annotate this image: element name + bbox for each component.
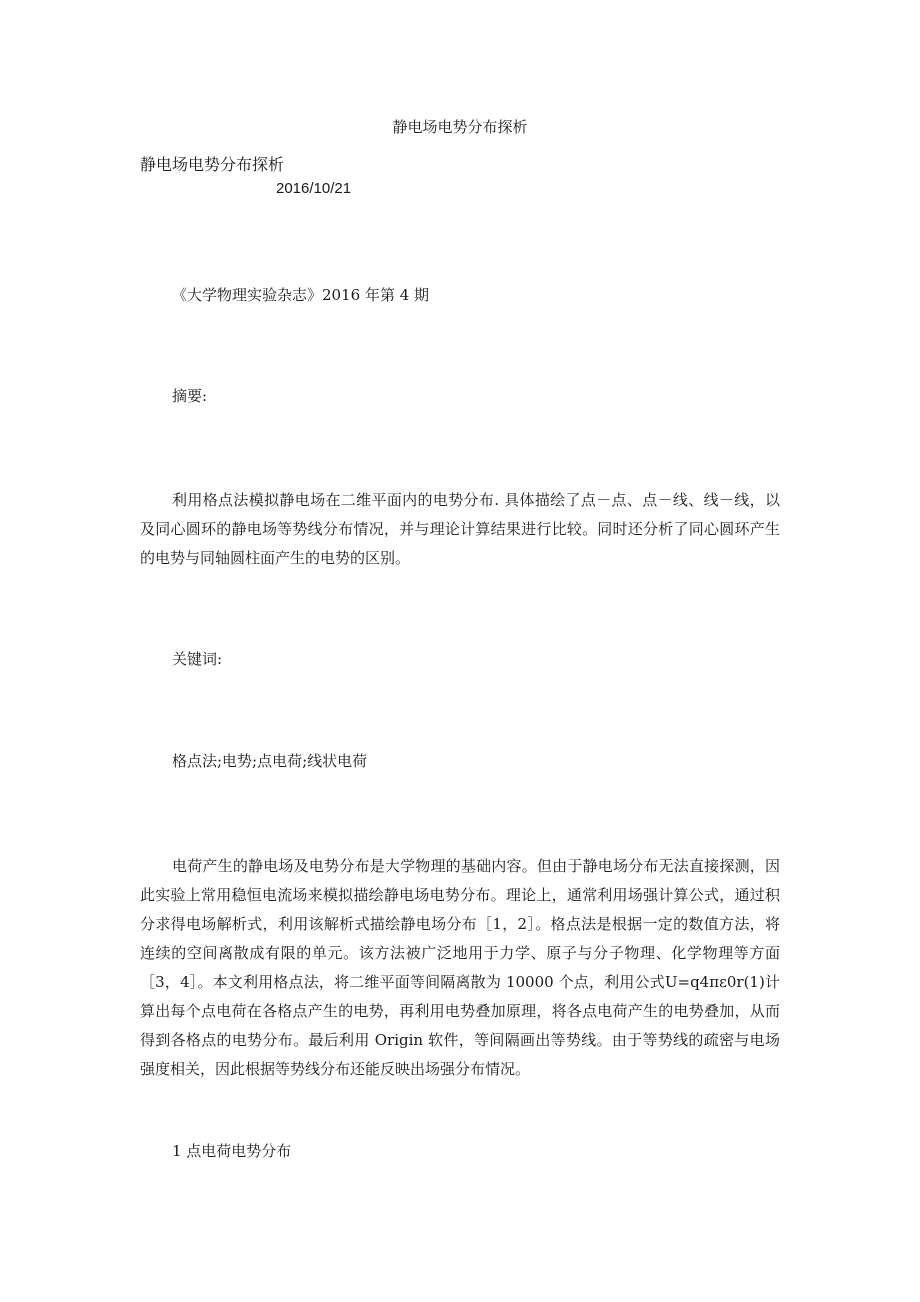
publish-date: 2016/10/21 bbox=[276, 180, 352, 197]
abstract-text: 利用格点法模拟静电场在二维平面内的电势分布. 具体描绘了点－点、点－线、线－线，以及同心圆环的静电场等势线分布情况，并与理论计算结果进行比较。同时还分析了同心圆环产生的电势与同轴圆柱面产生的电势的区别。 bbox=[140, 491, 780, 567]
article-title: 静电场电势分布探析 bbox=[140, 155, 285, 174]
section-heading: 1 点电荷电势分布 bbox=[172, 1142, 292, 1160]
page-header-title: 静电场电势分布探析 bbox=[392, 118, 528, 136]
abstract-label: 摘要: bbox=[172, 387, 208, 405]
journal-citation: 《大学物理实验杂志》2016 年第 4 期 bbox=[172, 286, 430, 304]
introduction-paragraph: 电荷产生的静电场及电势分布是大学物理的基础内容。但由于静电场分布无法直接探测，因此实验上常用稳恒电流场来模拟描绘静电场电势分布。理论上，通常利用场强计算公式，通过积分求得电场解析式，利用该解析式描绘静电场分布［1，2］。格点法是根据一定的数值方法，将连续的空间离散成有限的单元。该方法被广泛地用于力学、原子与分子物理、化学物理等方面［3，4］。本文利用格点法，将二维平面等间隔离散为 10000 个点，利用公式U=q4πε0r(1)计算出每个点电荷在各格点产生的电势，再利用电势叠加原理，将各点电荷产生的电势叠加，从而得到各格点的电势分布。最后利用 Origin 软件，等间隔画出等势线。由于等势线的疏密与电场强度相关，因此根据等势线分布还能反映出场强分布情况。 bbox=[140, 857, 780, 1078]
keywords-label: 关键词: bbox=[172, 650, 223, 668]
keywords-text: 格点法;电势;点电荷;线状电荷 bbox=[172, 752, 368, 770]
